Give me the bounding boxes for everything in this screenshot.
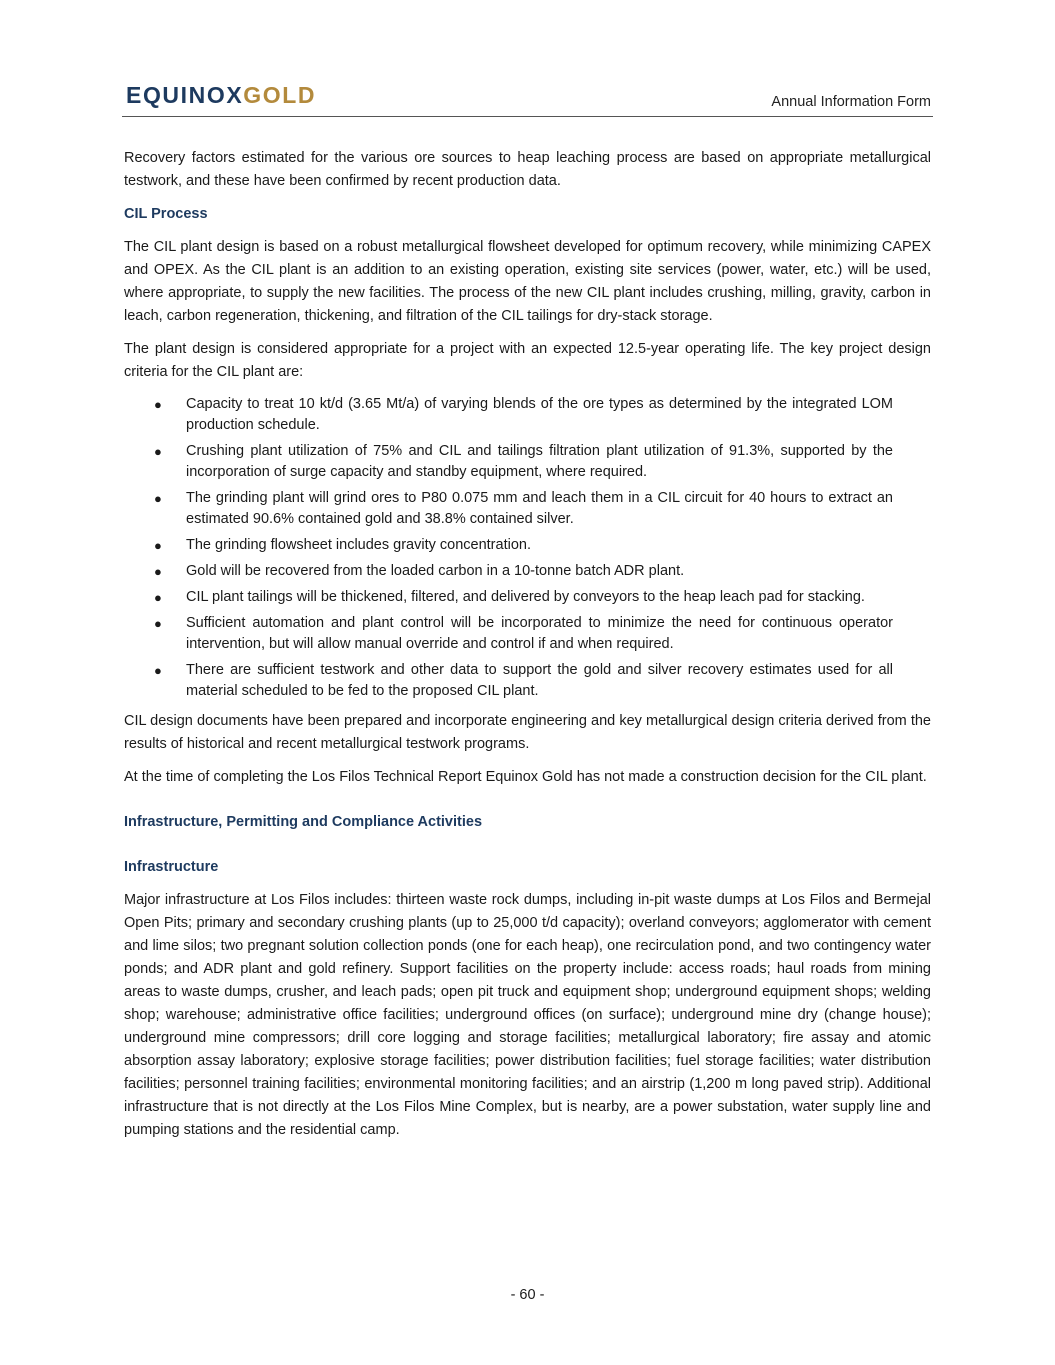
cil-paragraph-3: CIL design documents have been prepared and incorporate engineering and key metallurgical design criteria derived from the results of historical and recent metallurgical testwork programs. [124,713,931,752]
cil-paragraph-1: The CIL plant design is based on a robust metallurgical flowsheet developed for optimum recovery, while minimizing CAPEX and OPEX. As the CIL plant is an addition to an existing operation, existing site services (power, water, etc.) will be used, where appropriate, to supply the new facilities. The process of the new CIL plant includes crushing, milling, gravity, carbon in leach, carbon regeneration, thickening, and filtration of the CIL tailings for dry-stack storage. [124,239,931,324]
bullet-icon: ● [154,444,162,459]
list-item: ● The grinding flowsheet includes gravity concentration. [124,535,931,556]
bullet-icon: ● [154,397,162,412]
page-header [122,80,933,117]
infrastructure-paragraph: Major infrastructure at Los Filos includes: thirteen waste rock dumps, including in-pit waste dumps at Los Filos and Bermejal Open Pits; primary and secondary crushing plants (up to 25,000 t/d capacity); overland conveyors; agglomerator with cement and lime silos; two pregnant solution collection ponds (one for each heap), one recirculation pond, and two contingency water ponds; and ADR plant and gold refinery. Support facilities on the property include: access roads; haul roads from mining areas to waste dumps, crusher, and leach pads; open pit truck and equipment shop; underground equipment shops; welding shop; warehouse; administrative office facilities; underground offices (on surface); underground mine dry (change house); underground mine compressors; drill core logging and storage facilities; metallurgical laboratory; fire assay and atomic absorption assay laboratory; explosive storage facilities; power distribution facilities; fuel storage facilities; water distribution facilities; personnel training facilities; environmental monitoring facilities; and an airstrip (1,200 m long paved strip). Additional infrastructure that is not directly at the Los Filos Mine Complex, but is nearby, are a power substation, water supply line and pumping stations and the residential camp. [124,892,931,1138]
list-item: ● CIL plant tailings will be thickened, filtered, and delivered by conveyors to the heap leach pad for stacking. [124,587,931,608]
list-item: ● The grinding plant will grind ores to P80 0.075 mm and leach them in a CIL circuit for 40 hours to extract an estimated 90.6% contained gold and 38.8% contained silver. [154,490,893,527]
page-content [124,147,931,1152]
infrastructure-permitting-heading: Infrastructure, Permitting and Compliance Activities [124,814,483,830]
design-criteria-list [124,394,931,702]
document-title: Annual Information Form [771,94,931,110]
list-item: ● Gold will be recovered from the loaded carbon in a 10-tonne batch ADR plant. [124,561,931,582]
cil-process-heading: CIL Process [124,206,208,222]
list-item: ● Sufficient automation and plant control will be incorporated to minimize the need for continuous operator intervention, but will allow manual override and control if and when required. [154,615,893,652]
equinox-gold-logo: EQUINOXGOLD [126,82,317,108]
list-item: ● Crushing plant utilization of 75% and CIL and tailings filtration plant utilization of 91.3%, supported by the incorporation of surge capacity and standby equipment, where required. [154,443,893,480]
list-item: ● There are sufficient testwork and other data to support the gold and silver recovery estimates used for all material scheduled to be fed to the proposed CIL plant. [154,662,893,699]
cil-paragraph-2: The plant design is considered appropriate for a project with an expected 12.5-year operating life. The key project design criteria for the CIL plant are: [124,341,931,380]
bullet-icon: ● [154,564,162,579]
list-item: ● Capacity to treat 10 kt/d (3.65 Mt/a) of varying blends of the ore types as determined by the integrated LOM production schedule. [154,396,893,433]
bullet-icon: ● [154,538,162,553]
infrastructure-subheading: Infrastructure [124,859,219,875]
bullet-icon: ● [154,491,162,506]
bullet-icon: ● [154,590,162,605]
bullet-icon: ● [154,616,162,631]
page-number: - 60 - [510,1287,545,1303]
intro-paragraph: Recovery factors estimated for the various ore sources to heap leaching process are based on appropriate metallurgical testwork, and these have been confirmed by recent production data. [124,150,931,189]
cil-paragraph-4: At the time of completing the Los Filos Technical Report Equinox Gold has not made a construction decision for the CIL plant. [124,769,927,785]
bullet-icon: ● [154,663,162,678]
